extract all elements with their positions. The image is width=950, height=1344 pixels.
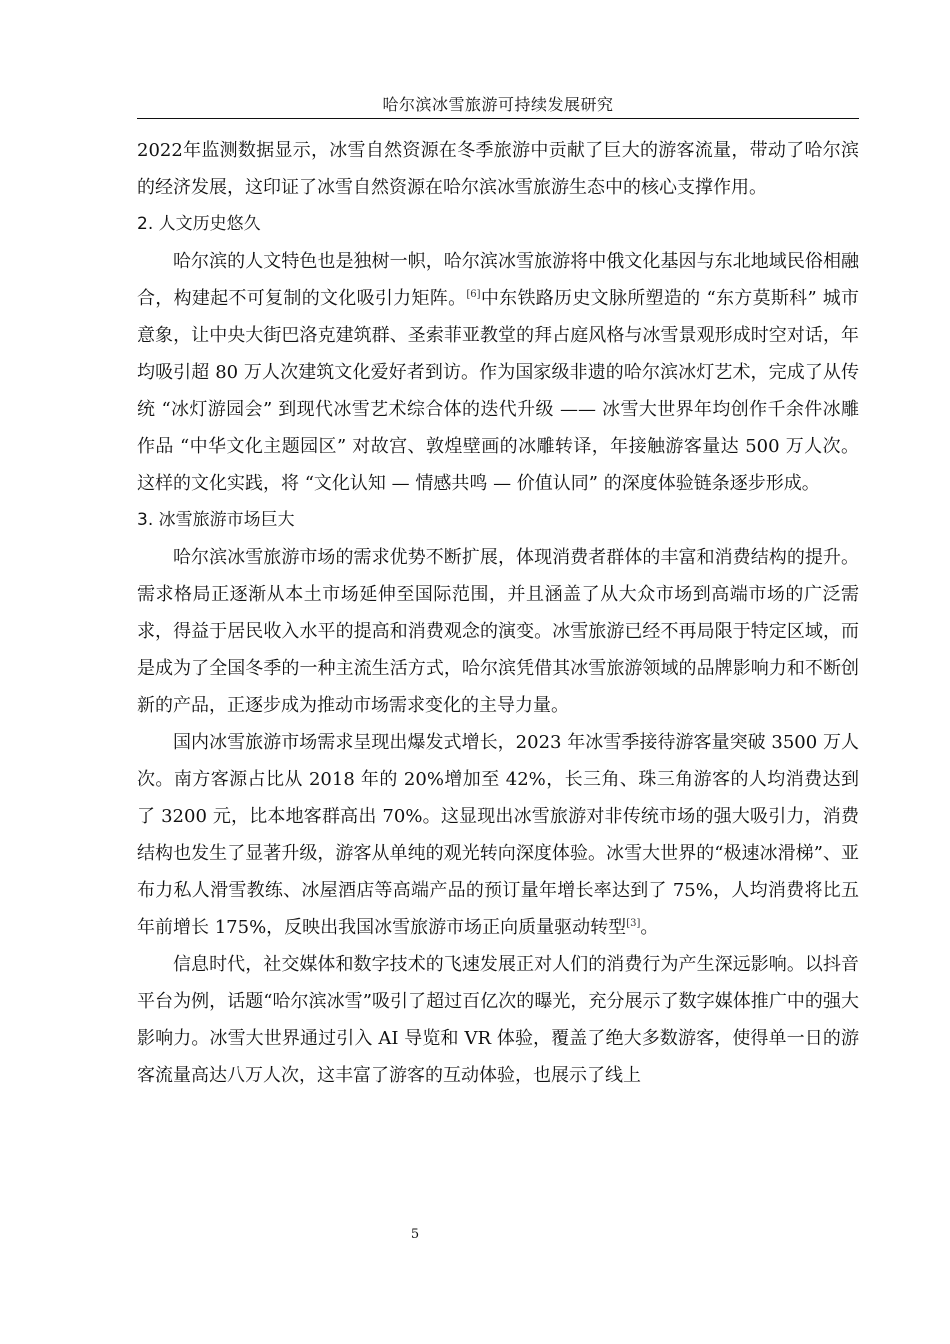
paragraph-culture [137,243,859,502]
paragraph-digital-media: 信息时代，社交媒体和数字技术的飞速发展正对人们的消费行为产生深远影响。以抖音平台为例，话题“哈尔滨冰雪”吸引了超过百亿次的曝光，充分展示了数字媒体推广中的强大影响力。冰雪大世界通过引入 AI 导览和 VR 体验，覆盖了绝大多数游客，使得单一日的游客流量高达八万人次，这丰富了游客的互动体验，也展示了线上 [137,954,859,1086]
citation-6: [6] [466,289,481,300]
section-heading-market: 3. 冰雪旅游市场巨大 [137,510,295,530]
running-header: 哈尔滨冰雪旅游可持续发展研究 [382,95,614,114]
paragraph-market-growth-end: 。 [640,917,659,938]
header-rule [137,118,859,119]
paragraph-monitoring-data: 2022年监测数据显示，冰雪自然资源在冬季旅游中贡献了巨大的游客流量，带动了哈尔滨的经济发展，这印证了冰雪自然资源在哈尔滨冰雪旅游生态中的核心支撑作用。 [137,140,859,198]
paragraph-culture-part1: 哈尔滨的人文特色也是独树一帜，哈尔滨冰雪旅游将中俄文化基因与东北地域民俗相融合，构建起不可复制的文化吸引力矩阵。 [137,251,859,309]
paragraph-market-growth [137,724,859,946]
paragraph-culture-part2: 中东铁路历史文脉所塑造的 “东方莫斯科” 城市意象，让中央大街巴洛克建筑群、圣索菲亚教堂的拜占庭风格与冰雪景观形成时空对话，年均吸引超 80 万人次建筑文化爱好者到访。作为国家级非遗的哈尔滨冰灯艺术，完成了从传统 “冰灯游园会” 到现代冰雪艺术综合体的迭代升级 —— 冰雪大世界年均创作千余件冰雕作品 “中华文化主题园区” 对故宫、敦煌壁画的冰雕转译，年接触游客量达 500 万人次。这样的文化实践，将 “文化认知 — 情感共鸣 — 价值认同” 的深度体验链条逐步形成。 [137,288,859,494]
paragraph-market-growth-text: 国内冰雪旅游市场需求呈现出爆发式增长，2023 年冰雪季接待游客量突破 3500 万人次。南方客源占比从 2018 年的 20%增加至 42%，长三角、珠三角游客的人均消费达到了 3200 元，比本地客群高出 70%。这显现出冰雪旅游对非传统市场的强大吸引力，消费结构也发生了显著升级，游客从单纯的观光转向深度体验。冰雪大世界的“极速冰滑梯”、亚布力私人滑雪教练、冰屋酒店等高端产品的预订量年增长率达到了 75%，人均消费将比五年前增长 175%，反映出我国冰雪旅游市场正向质量驱动转型 [137,732,859,938]
page-number: 5 [410,1227,420,1242]
page-body [137,132,859,1094]
paragraph-market-demand: 哈尔滨冰雪旅游市场的需求优势不断扩展，体现消费者群体的丰富和消费结构的提升。需求格局正逐渐从本土市场延伸至国际范围，并且涵盖了从大众市场到高端市场的广泛需求，得益于居民收入水平的提高和消费观念的演变。冰雪旅游已经不再局限于特定区域，而是成为了全国冬季的一种主流生活方式，哈尔滨凭借其冰雪旅游领域的品牌影响力和不断创新的产品，正逐步成为推动市场需求变化的主导力量。 [137,547,859,716]
citation-3: [3] [626,918,641,929]
section-heading-culture: 2. 人文历史悠久 [137,214,261,234]
